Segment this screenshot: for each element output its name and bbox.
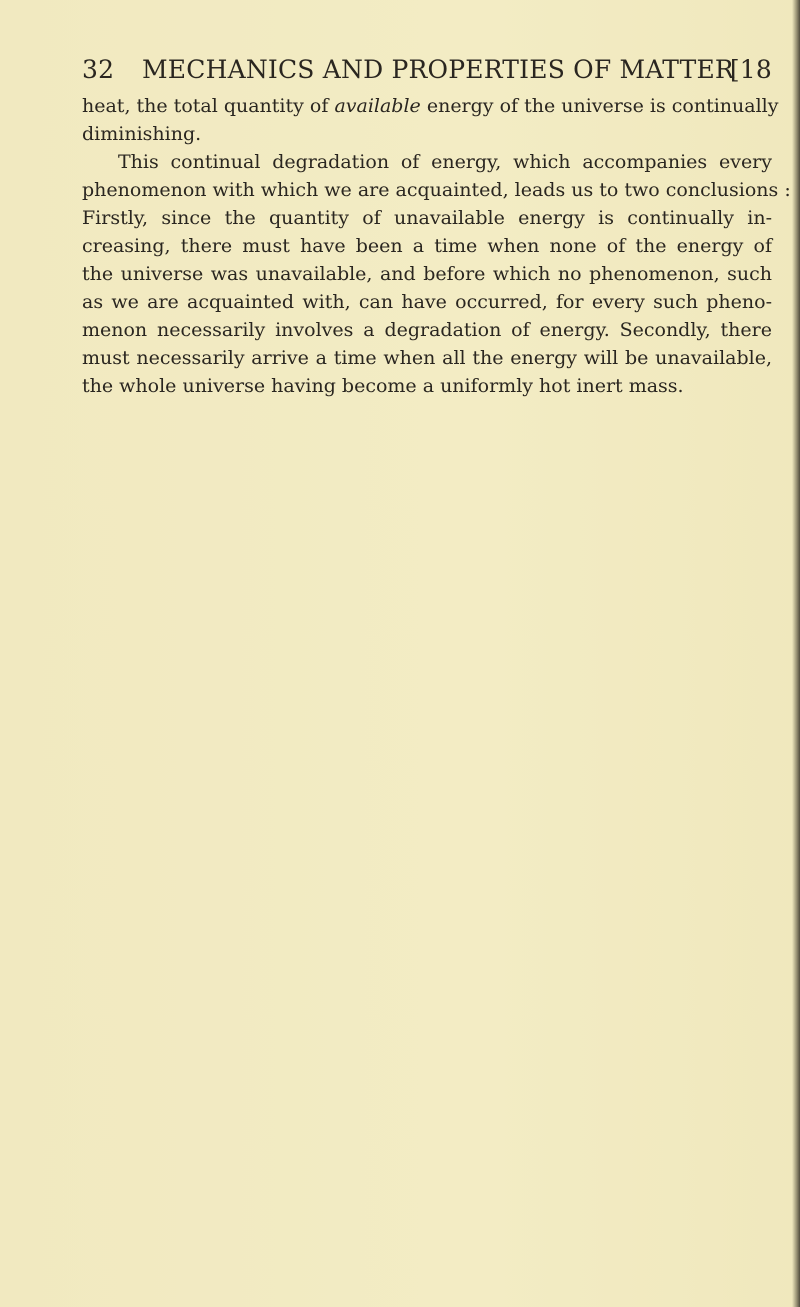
text-line: This continual degradation of energy, which accompanies every [118, 151, 772, 173]
text-line: menon necessarily involves a degradation of energy. Secondly, there [82, 319, 772, 341]
text-line: phenomenon with which we are acquainted, leads us to two conclusions : [82, 179, 791, 201]
text-line: the whole universe having become a uniformly hot inert mass. [82, 375, 684, 397]
text-line: heat, the total quantity of available energy of the universe is continually [82, 95, 779, 117]
text-line: diminishing. [82, 123, 202, 145]
page-number: 32 [82, 55, 115, 84]
text-line: creasing, there must have been a time when none of the energy of [82, 235, 772, 257]
italic-word: available [334, 95, 421, 117]
paragraph-continuation [82, 92, 779, 148]
text-line: the universe was unavailable, and before which no phenomenon, such [82, 263, 772, 285]
text-line: as we are acquainted with, can have occurred, for every such pheno- [82, 291, 772, 313]
page-edge-shadow [792, 0, 800, 1307]
text-line: Firstly, since the quantity of unavailable energy is continually in- [82, 207, 772, 229]
section-reference: [18 [729, 55, 772, 84]
body-text [82, 92, 791, 400]
paragraph [82, 148, 791, 400]
running-head [82, 52, 772, 88]
text-line: must necessarily arrive a time when all the energy will be unavailable, [82, 347, 772, 369]
running-title: MECHANICS AND PROPERTIES OF MATTER [142, 55, 734, 84]
